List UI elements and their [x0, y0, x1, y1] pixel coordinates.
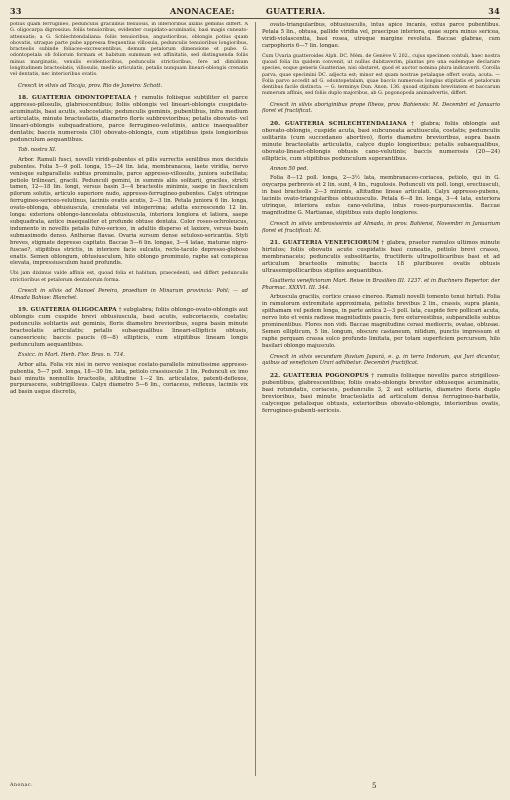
continued-description: ovato-triangularibus, obtusiusculis, intus apice incanis, extus parce pubentibus. Petala 5 lin., obtusa, pallide viridia vel, praecipue interiora, quae supra minus sericea, viridi-violascentia, basi rosea, utreque margine revoluta. Baccae glabrae, cum carpophoris 6—7 lin. longae. — [262, 22, 500, 49]
continued-locality: Crescit in silvis aboriginibus prope Ilheos, prov. Bahiensis: M. Decembri et Januario floret et fructificat. — [262, 101, 500, 115]
page-number-left: 33 — [10, 6, 22, 16]
species-diagnosis-20: † glabra; foliis oblongis aut obovato-oblongis, cuspide acuta, basi subcuneata acutiuscula, costatis; pedunculis solitariis (cum succedaneo abortivo), floris diametro brevioribus, supra basin minute bracteolatis articulatis, calyce duplo longioribus; petalis subaequalibus, obovato-lineari-oblongis obtusis cano-velutinis; baccis numerosis (20—24) ellipticis, cum stipitibus pedunculum superantibus. — [262, 120, 500, 162]
species-heading-22 — [262, 373, 500, 415]
column-divider — [255, 22, 256, 776]
species-21-description: Arbuscula gracilis, cortice crasso cinereo. Ramuli novelli tomento tenui hirtuli. Folia in ramulorum extremitate approximata, petiolis brevibus 2 lin., crassis, supra planis, spithamam vel pedem longa, in parte antica 2—3 poll. lata, cuspide fere pollicari acuta, nervo luto et venis radiose magnitudinis paucis, fere exturvestibus, subparallelis subtus prominentibus. Flores non vidi. Baccae magnitudine cerasi mediocris, ovatae, obtusae. Semen ellipticum, 5 lin. longum, obscure castaneum, nitidum, punctis impressum et raphe perquam crassa sulco profundo limitata, per totam superficiem percursum, hilo basilari oblongo majusculo. — [262, 294, 500, 349]
right-column — [262, 22, 500, 794]
species-name-20: 20. GUATTERIA SCHLECHTENDALIANA — [270, 120, 407, 127]
species-heading-18 — [10, 95, 248, 144]
running-title-right: GUATTERIA. — [266, 6, 326, 16]
species-19-description: Arbor alta. Folia vix nisi in nervo venisque costato-parallelis minutissime appresso-pubentia, 5—7 poll. longa, 18—30 lin. lata, petiolo crassiuscule 3 lin. Pedunculi ex imo basi minutis nonnullis bracteolis, altitudine 1—2 lin. articulatos, patenti-deflexos, purpurascens, subtrigillosus. Calyx diametro 5—6 lin., coriaceus, reflexus, laciniis vix ad basin usque discretis, — [10, 361, 248, 396]
running-header — [10, 6, 500, 19]
species-18-description: Arbor. Ramuli fusci, novelli viridi-pubentes et pilis surrectis senilibus mox deciduis pubentes. Folia 5—9 poll. longa, 15—24 lin. lata, membranacea, laete viridia, nervo venisque subparallelis subtus prominulis, parce appresso-villosulis, juniora subciliata; petiolo trilineari, gracili. Pedunculi gemini, in summis aliis solitarii, graciles, stricti tamen, 12—18 lin. longi, versus basin 3—4 bracteolis minimis, saepe in fasciculum pilorum solutis, articulo superiore nudo, appresso-ferrugineo-pubentes. Calyx utrinque ferrugineo-sericeo-velutinus, laciniis ovatis acutis, 2—3 lin. Petala juniora 6 lin. longa, ovato-oblonga, obtusiuscula, crenulata vel integerrima; adulta excrescendo 12 lin. longa: exteriora oblongo-lanceolata obtusiuscula, interiora longiora et latiora, saepe subquadrata, antice inaequaliter et profunde obtuse dentata. Color roseo-ochroleucus, indumento in novellis petalis fulvo-sericeo, in adultis disperso et laxiore, versus basin submaximodo denso. Antherae flavae. Ovaria sursum dense setuloso-sericantia. Styli breves, stigmate depresso capitato. Baccae 5—6 lin. longae, 3—4 latae, maturae nigro-fuscae?, stipitibus strictis, in interiore facie sulcatis, recte-taculo depresso-globoso enatis. Semen oblongum, obtusiusculum, hilo oblongo prominulo, raphe sat conspicua elevata, impressiusculum haud profundis. — [10, 156, 248, 267]
footer-sheet-number: 5 — [372, 782, 377, 790]
intro-locality: Crescit in silvis ad Tocaja, prov. Rio de Janeiro: Schott. — [18, 82, 163, 89]
species-diagnosis-19: † subglabra; foliis oblongo-ovato-oblongis aut oblongis cum cuspide brevi obtusiuscula, basi acutis, subcoriaceis, costatis; pedunculis solitariis aut geminis, floris diametro brevioribus, supra basin minute bracteolatis articulatis; petalis subaequalibus lineari-ellipticis obtusis, canosericeis; baccis paucis (6—8) ellipticis, cum stipitibus lineam longis pedunculum aequantibus. — [10, 307, 248, 349]
species-diagnosis-22: † ramulis foliisque novellis parce strigilloso-pubentibus, glabrescentibus; foliis ovato-oblongis breviter obtuseque acuminatis, basi rotundatis, coriaceis, pedunculis 3, 2 aut solitariis, diametro floris duplo brevioribus, basi minute bracteolatis ad articulum densa ferrugineo-barbatis, calyceque petalisque obtusis, exterioribus obovato-oblongis, interioribus ovatis, ferrugineo-pubenti-sericeis. — [262, 372, 500, 414]
species-name-21: 21. GUATTERIA VENEFICIORUM — [270, 240, 380, 247]
text-columns — [10, 22, 500, 794]
continued-note: Cum Uvaria guatteroides Alph. DC. Mém. de Genève V. 202., cujus specimen contuli, haec nostra quoad folia ita quidem convenit, ut nullus dubitaverim, plantas pro una eademque declarare species, eoque generis Guatteriae, nisi obstaret, quod et auctor nomina plura indicaverit. Corolla parva, quae specimini DC. adjecta est; minor est quam nostrae petalaque offert ovata, acuta. — Folia parvo accedit ad G. odontopetalam, quae baccis numerosis longius stipitatis et petalorum dentibus facile distincta. — G. terminys Dun. Anon. 136. quoad stipitum brevitatem et baccarum numerum affinis, sed foliis duplo majoribus, ab G. pogonopoda animadvertis, differt. — [262, 53, 500, 97]
species-diagnosis-21: † glabra, praeter ramulos ultimos minute hirtulos; foliis obovatis acute cuspidatis basi cuneatis, petiolo brevi crasso, membranaceis; pedunculis subsolitariis, fructiferis ultrapollicaribus basi et ad articulum bracteolis minutis; baccis 18 pluribusve ovatis obtusis ultrasemipollicaribus stipites aequantibus. — [262, 240, 500, 275]
page-number-right: 34 — [488, 6, 500, 16]
species-heading-19 — [10, 307, 248, 349]
species-name-19: 19. GUATTERIA OLIGOCARPA — [18, 307, 117, 314]
species-name-22: 22. GUATTERIA POGONOPUS — [270, 372, 369, 379]
species-21-reference: Guatteria veneficiorum Mart. Reise in Brasilien III. 1237. et in Buchners Repertor. der Pharmac. XXXVI. III. 344. — [262, 278, 500, 291]
species-18-plate-ref: Tab. nostra XI. — [18, 147, 57, 154]
running-title-left: ANONACEAE: — [170, 6, 235, 16]
species-21-locality: Crescit in silvis secundum fluvium Japurá, e. g. in terra Indorum, qui Juri dicuntur, quibus ad veneficium Urari adhibetur. Decembri fructificat. — [262, 353, 500, 367]
species-diagnosis-18: † ramulis foliisque subtiliter et parce appresso-pilosulis, glabrescentibus; foliis oblongis vel lineari-oblongis cuspidato-acuminatis, basi acutis, subcostatis; pedunculis geminis, pubentibus, infra medium articulatis, minute bracteolatis, diametro floris subbrevioribus; petalis obovato- vel lineari-oblongis subquadratiore, parce ferrugineo-velutinis, antice inaequaliter dentatis; baccis numerosis (30) obovato-oblongis, cum stipitibus ipsis longioribus pedunculum aequantibus. — [10, 95, 248, 144]
species-heading-21 — [262, 240, 500, 275]
intro-paragraph: potius quam ferrugineo, pedunculis gracilibus flexuosis, in inferioribus axillis geminis differt. A G. oligocarpa digrossius: foliis tenuioribus, evidenter cuspidato-acuminatis, basi magis cuneato-attenuatis; a G. Schlechtendaliana: foliis tenuioribus, angustioribus, oblongis potius quam obovatis, utraque parte pube appressa frequentius villosula, pedunculis tenuioribus longioribus, bracteolis subinde foliaceo-excrescentibus, demum petalorum dimensione et pube. G. odontopetala ob foliorum formam et habitum summum est affinitatis, sed distinguenda foliis minus marginatis, venulis evidentioribus, pedunculis strictioribus, fere ad dimidium longitudinem bracteolatis, villosulis, medio articulatis, petalis nunquam lineari-oblongis crenatis vel dentatis, nec interioribus ovatis. — [10, 22, 248, 78]
footer-signature: Anonac. — [10, 783, 34, 788]
species-19-exsiccata: Exsicc. in Mart. Herb. Flor. Bras. n. 714. — [18, 352, 125, 359]
species-20-habit: Annon 50 ped. — [270, 165, 309, 172]
species-18-locality: Crescit in silvis ad Manoel Pereira, praedium in Minarum provincia: Pohl; — ad Almada Bahiae: Blanchet. — [10, 287, 248, 301]
species-heading-20 — [262, 121, 500, 163]
species-20-locality: Crescit in silvis umbrosissimis ad Almada, in prov. Bahiensi, Novembri in Januarium floret et fructificat: M. — [262, 220, 500, 234]
species-20-description: Folia 8—12 poll. longa, 2—3½ lata, membranaceo-coriacea, petiolo, qui in G. oxycarpa perbrevis et 2 lin. sunt, 4 lin., rugulosis. Pedunculi vix poll. longi, erectiusculi, in basi bracteolis 2—3 minimis, altitudine lineae articulati. Calyx appresso-pubens, laciniis ovato-triangularibus obtusiusculis. Petala 6—8 lin. longa, 3—4 lata, exteriora utrinque, interiora extus cano-velutina, intus roseo-purpurascentia. Baccae magnitudine G. Martianae, stipitibus suis duplo longiores. — [262, 175, 500, 217]
left-column — [10, 22, 248, 794]
species-18-note: Ubi jam diximus valde affinis est, quoad folia et habitum, praecedenti, sed differt pedunculis strictioribus et petalorum dentatorum forma. — [10, 271, 248, 283]
species-name-18: 18. GUATTERIA ODONTOPETALA — [18, 95, 132, 102]
